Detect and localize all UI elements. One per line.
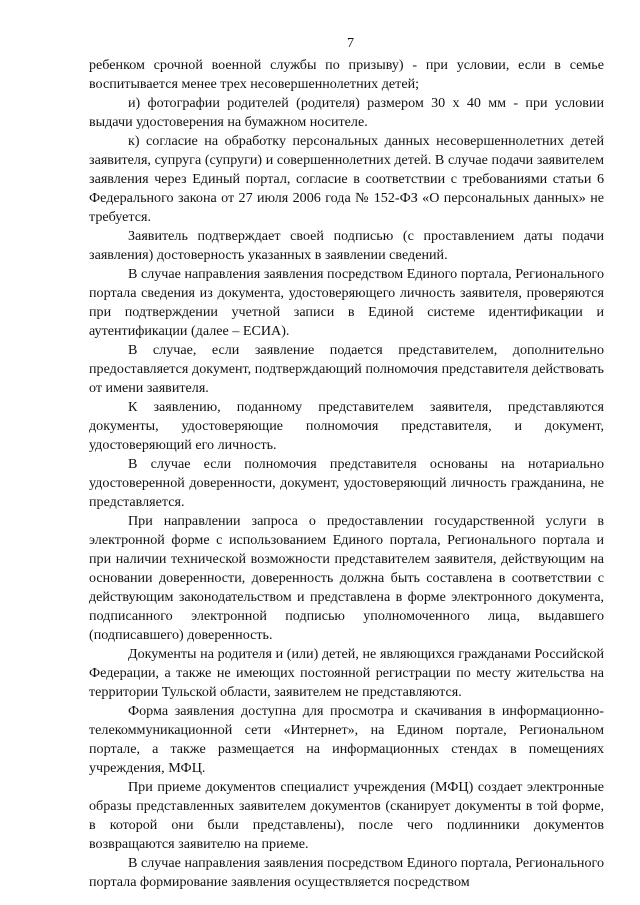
paragraph-portal-submission: В случае направления заявления посредством Единого портала, Регионального портала формирование заявления осуществляется посредством xyxy=(89,855,604,890)
paragraph-signature-confirmation: Заявитель подтверждает своей подписью (с проставлением даты подачи заявления) достоверность указанных в заявлении сведений. xyxy=(89,228,604,263)
paragraph-notarized-power: В случае если полномочия представителя основаны на нотариально удостоверенной доверенности, документ, удостоверяющий личность гражданина, не представляется. xyxy=(89,456,604,510)
page-number: 7 xyxy=(347,36,354,51)
paragraph-application-form-availability: Форма заявления доступна для просмотра и скачивания в информационно-телекоммуникационной сети «Интернет», на Едином портале, Региональном портале, а также размещается на информационных стендах в помещениях учреждения, МФЦ. xyxy=(89,703,604,776)
paragraph-representative-identity: К заявлению, поданному представителем заявителя, представляются документы, удостоверяющие полномочия представителя, и документ, удостоверяющий его личность. xyxy=(89,399,604,453)
paragraph-esia-verification: В случае направления заявления посредством Единого портала, Регионального портала сведения из документа, удостоверяющего личность заявителя, проверяются при подтверждении учетной записи в Единой системе идентификации и аутентификации (далее – ЕСИА). xyxy=(89,266,604,339)
paragraph-continuation: ребенком срочной военной службы по призыву) - при условии, если в семье воспитывается менее трех несовершеннолетних детей; xyxy=(89,57,604,92)
paragraph-item-i: и) фотографии родителей (родителя) размером 30 х 40 мм - при условии выдачи удостоверения на бумажном носителе. xyxy=(89,95,604,130)
paragraph-foreign-citizens: Документы на родителя и (или) детей, не являющихся гражданами Российской Федерации, а также не имеющих постоянной регистрации по месту жительства на территории Тульской области, заявителем не представляются. xyxy=(89,646,604,700)
paragraph-item-k: к) согласие на обработку персональных данных несовершеннолетних детей заявителя, супруга (супруги) и совершеннолетних детей. В случае подачи заявителем заявления через Единый портал, согласие в соответствии с требованиями статьи 6 Федерального закона от 27 июля 2006 года № 152-ФЗ «О персональных данных» не требуется. xyxy=(89,133,604,225)
paragraph-document-scanning: При приеме документов специалист учреждения (МФЦ) создает электронные образы представленных заявителем документов (сканирует документы в той форме, в которой они были представлены), после чего подлинники документов возвращаются заявителю на приеме. xyxy=(89,779,604,852)
paragraph-electronic-power-of-attorney: При направлении запроса о предоставлении государственной услуги в электронной форме с использованием Единого портала, Регионального портала и при наличии технической возможности представителем заявителя, действующим на основании доверенности, доверенность должна быть составлена в соответствии с действующим законодательством и представлена в форме электронного документа, подписанного электронной подписью уполномоченного лица, выдавшего (подписавшего) доверенность. xyxy=(89,513,604,643)
paragraph-representative-document: В случае, если заявление подается представителем, дополнительно предоставляется документ, подтверждающий полномочия представителя действовать от имени заявителя. xyxy=(89,342,604,396)
